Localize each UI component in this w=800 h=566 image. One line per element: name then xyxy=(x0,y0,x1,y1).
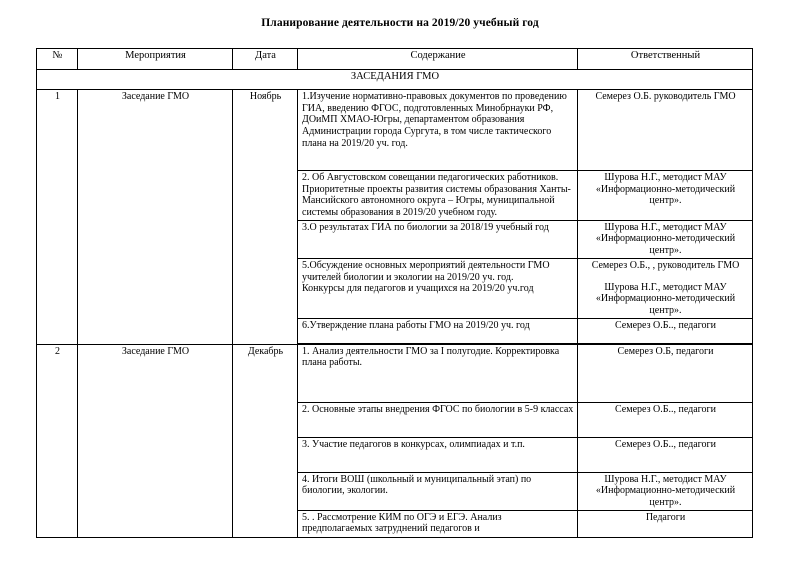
column-header-responsible: Ответственный xyxy=(578,49,753,70)
content-cell: 4. Итоги ВОШ (школьный и муниципальный этап) по биологии, экологии. xyxy=(298,472,578,510)
table-header xyxy=(37,49,753,70)
content-cell: 6.Утверждение плана работы ГМО на 2019/20 уч. год xyxy=(298,318,578,343)
content-part-2: Конкурсы для педагогов и учащихся на 2019/20 уч.год xyxy=(302,283,534,295)
column-header-content: Содержание xyxy=(298,49,578,70)
responsible-cell: Семерез О.Б. руководитель ГМО xyxy=(578,90,753,171)
row-event-2: Заседание ГМО xyxy=(78,344,233,537)
section-header-row xyxy=(37,70,753,90)
content-cell: 5. . Рассмотрение КИМ по ОГЭ и ЕГЭ. Анализ предполагаемых затруднений педагогов и xyxy=(298,510,578,537)
responsible-cell: Шурова Н.Г., методист МАУ «Информационно-методический центр». xyxy=(578,472,753,510)
responsible-cell xyxy=(578,258,753,318)
responsible-part-2: Шурова Н.Г., методист МАУ «Информационно-методический центр». xyxy=(595,281,736,316)
responsible-cell: Семерез О.Б.., педагоги xyxy=(578,318,753,343)
responsible-cell: Шурова Н.Г., методист МАУ «Информационно-методический центр». xyxy=(578,171,753,221)
column-header-num: № xyxy=(37,49,78,70)
row-number-1: 1 xyxy=(37,90,78,345)
content-cell: 2. Основные этапы внедрения ФГОС по биологии в 5-9 классах xyxy=(298,402,578,437)
responsible-cell: Семерез О.Б.., педагоги xyxy=(578,402,753,437)
section-title-zasedaniya-gmo: ЗАСЕДАНИЯ ГМО xyxy=(37,70,753,90)
content-cell: 3. Участие педагогов в конкурсах, олимпиадах и т.п. xyxy=(298,437,578,472)
column-header-event: Мероприятия xyxy=(78,49,233,70)
content-cell: 3.О результатах ГИА по биологии за 2018/19 учебный год xyxy=(298,220,578,258)
responsible-cell: Семерез О.Б.., педагоги xyxy=(578,437,753,472)
content-cell xyxy=(298,258,578,318)
responsible-cell: Шурова Н.Г., методист МАУ «Информационно-методический центр». xyxy=(578,220,753,258)
table-row xyxy=(37,90,753,171)
responsible-cell: Педагоги xyxy=(578,510,753,537)
activity-planning-table xyxy=(36,48,753,538)
content-cell: 1.Изучение нормативно-правовых документов по проведению ГИА, введению ФГОС, подготовленных Минобрнауки РФ, ДОиМП ХМАО-Югры, департаментом образования Администрации города Сургута, в том числе тактического плана на 2019/20 уч. год. xyxy=(298,90,578,171)
row-date-2: Декабрь xyxy=(233,344,298,537)
column-header-date: Дата xyxy=(233,49,298,70)
content-cell: 2. Об Августовском совещании педагогических работников. Приоритетные проекты развития системы образования Ханты-Мансийского автономного округа – Югры, муниципальной системы образования в 2019/20 учебном году. xyxy=(298,171,578,221)
content-cell: 1. Анализ деятельности ГМО за I полугодие. Корректировка плана работы. xyxy=(298,344,578,402)
responsible-gap xyxy=(582,272,749,282)
row-event-1: Заседание ГМО xyxy=(78,90,233,345)
table-body xyxy=(37,70,753,538)
content-part-1: 5.Обсуждение основных мероприятий деятельности ГМО учителей биологии и экологии на 2019/20 уч. год. xyxy=(302,259,550,283)
table-row xyxy=(37,344,753,402)
page-title: Планирование деятельности на 2019/20 учебный год xyxy=(261,17,539,29)
responsible-part-1: Семерез О.Б., , руководитель ГМО xyxy=(591,259,740,271)
row-date-1: Ноябрь xyxy=(233,90,298,345)
row-number-2: 2 xyxy=(37,344,78,537)
responsible-cell: Семерез О.Б, педагоги xyxy=(578,344,753,402)
table-header-row xyxy=(37,49,753,70)
